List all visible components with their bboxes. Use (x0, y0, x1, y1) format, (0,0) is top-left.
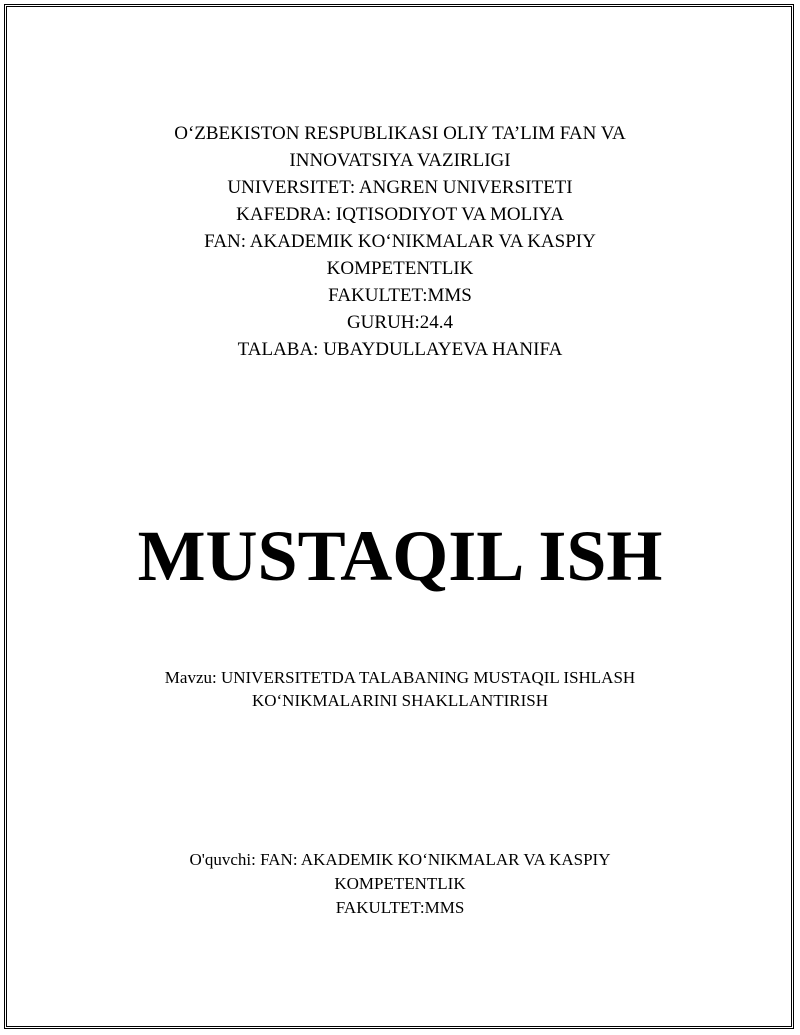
topic-line-1: Mavzu: UNIVERSITETDA TALABANING MUSTAQIL ISHLASH (164, 668, 636, 687)
university-line: UNIVERSITET: ANGREN UNIVERSITETI (227, 177, 573, 198)
topic-line-2: KO‘NIKMALARINI SHAKLLANTIRISH (251, 691, 549, 710)
author-line-3: FAKULTET:MMS (335, 898, 465, 917)
department-line: KAFEDRA: IQTISODIYOT VA MOLIYA (236, 204, 564, 225)
author-line-2: KOMPETENTLIK (334, 874, 466, 893)
header-block (0, 120, 800, 363)
subject-line-2: KOMPETENTLIK (326, 258, 474, 279)
subject-line-1: FAN: AKADEMIK KO‘NIKMALAR VA KASPIY (204, 231, 596, 252)
ministry-line-1: O‘ZBEKISTON RESPUBLIKASI OLIY TA’LIM FAN VA (174, 123, 626, 144)
student-line: TALABA: UBAYDULLAYEVA HANIFA (237, 339, 563, 360)
topic-block (0, 666, 800, 712)
faculty-line: FAKULTET:MMS (328, 285, 472, 306)
group-line: GURUH:24.4 (346, 312, 454, 333)
author-block (0, 848, 800, 920)
author-line-1: O'quvchi: FAN: AKADEMIK KO‘NIKMALAR VA KASPIY (189, 850, 611, 869)
document-title: MUSTAQIL ISH (137, 516, 663, 596)
ministry-line-2: INNOVATSIYA VAZIRLIGI (289, 150, 511, 171)
